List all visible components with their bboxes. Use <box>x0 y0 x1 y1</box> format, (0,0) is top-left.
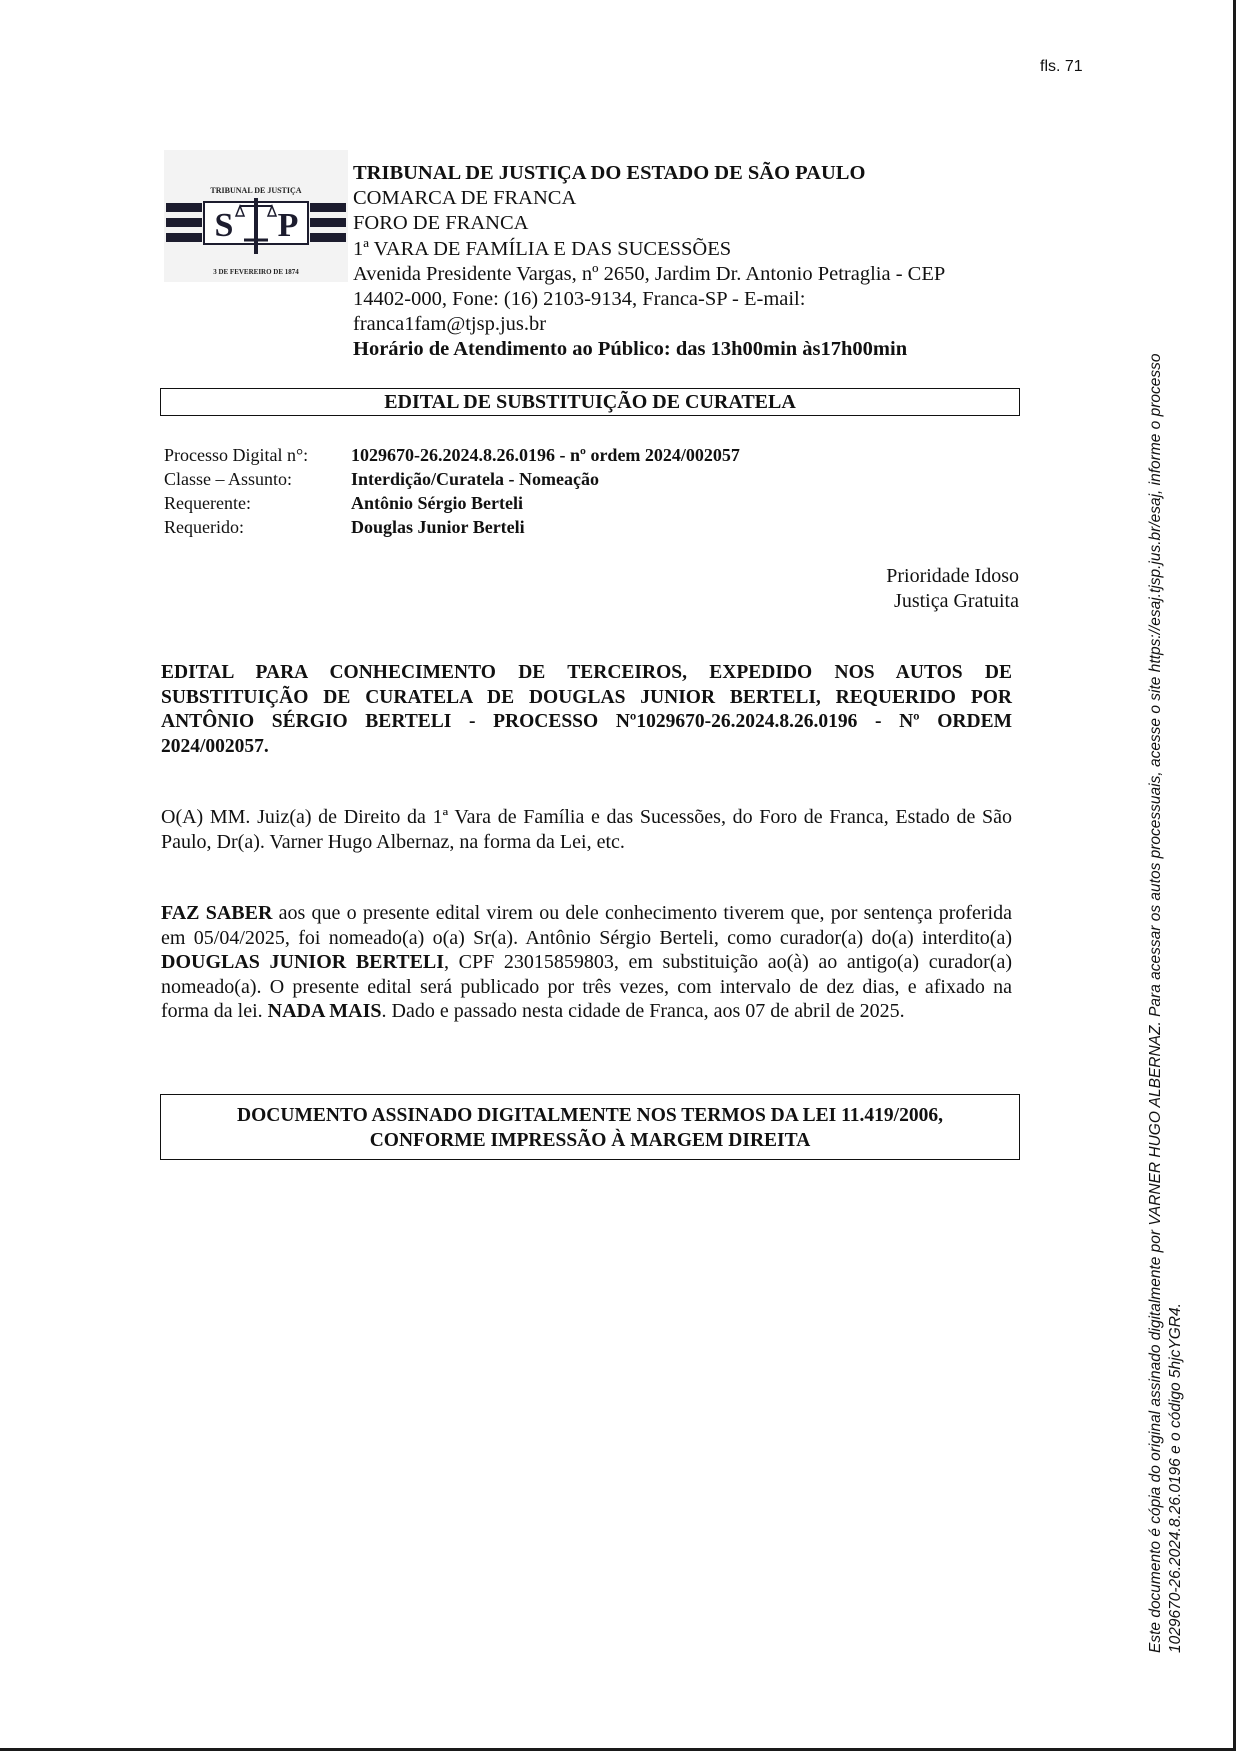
edital-title: EDITAL DE SUBSTITUIÇÃO DE CURATELA <box>160 388 1020 416</box>
priority-flags <box>700 564 1019 613</box>
judge-paragraph: O(A) MM. Juiz(a) de Direito da 1ª Vara de Família e das Sucessões, do Foro de Franca, Estado de São Paulo, Dr(a). Varner Hugo Albernaz, na forma da Lei, etc. <box>161 806 1012 853</box>
field-label: Processo Digital n°: <box>164 445 309 465</box>
address-line-1: Avenida Presidente Vargas, nº 2650, Jardim Dr. Antonio Petraglia - CEP <box>353 262 946 285</box>
faz-saber-text-2: , CPF 23015859803, em substituição ao(à) ao antigo(a) curador(a) nomeado(a). O presente edital será publicado por três vezes, com intervalo de dez dias, e afixado na forma da lei. <box>161 951 1012 1022</box>
field-row <box>164 467 1024 491</box>
faz-saber-text-1: aos que o presente edital virem ou dele conhecimento tiverem que, por sentença proferida em 05/04/2025, foi nomeado(a) o(a) Sr(a). Antônio Sérgio Berteli, como curador(a) do(a) interdito(a) <box>161 902 1012 949</box>
field-value: 1029670-26.2024.8.26.0196 - nº ordem 2024/002057 <box>351 445 740 465</box>
page-number: fls. 71 <box>1040 58 1083 75</box>
address-line-3: franca1fam@tjsp.jus.br <box>353 313 547 336</box>
margin-authentication-note <box>1146 233 1186 1653</box>
logo-bottom-text: 3 DE FEVEREIRO DE 1874 <box>213 268 299 276</box>
vara: 1ª VARA DE FAMÍLIA E DAS SUCESSÕES <box>353 237 732 260</box>
edital-summary: EDITAL PARA CONHECIMENTO DE TERCEIROS, EXPEDIDO NOS AUTOS DE SUBSTITUIÇÃO DE CURATELA DE DOUGLAS JUNIOR BERTELI, REQUERIDO POR ANTÔNIO SÉRGIO BERTELI - PROCESSO Nº1029670-26.2024.8.26.0196 - Nº ORDEM 2024/002057. <box>161 662 1012 757</box>
logo-top-text: TRIBUNAL DE JUSTIÇA <box>210 186 302 195</box>
court-name: TRIBUNAL DE JUSTIÇA DO ESTADO DE SÃO PAULO <box>353 162 866 184</box>
interdito-name: DOUGLAS JUNIOR BERTELI <box>161 951 445 973</box>
case-fields <box>164 443 1024 539</box>
flag-prioridade-idoso: Prioridade Idoso <box>886 565 1019 587</box>
field-value: Interdição/Curatela - Nomeação <box>351 469 599 489</box>
digital-signature-notice <box>160 1094 1020 1160</box>
field-label: Requerido: <box>164 517 244 537</box>
court-header <box>353 161 1053 363</box>
faz-saber-lead: FAZ SABER <box>161 902 273 924</box>
faz-saber-paragraph <box>161 901 1012 1024</box>
side-note-line-2: 1029670-26.2024.8.26.0196 e o código 5hjcYGR4. <box>1167 1303 1184 1653</box>
tjsp-logo <box>164 150 348 282</box>
address-line-2: 14402-000, Fone: (16) 2103-9134, Franca-SP - E-mail: <box>353 288 806 311</box>
flag-justica-gratuita: Justiça Gratuita <box>894 589 1019 612</box>
side-note-line-1: Este documento é cópia do original assinado digitalmente por VARNER HUGO ALBERNAZ. Para acessar os autos processuais, acesse o site https://esaj.tjsp.jus.br/esaj, informe o processo <box>1147 353 1164 1653</box>
field-label: Classe – Assunto: <box>164 469 293 489</box>
faz-saber-text-3: . Dado e passado nesta cidade de Franca, aos 07 de abril de 2025. <box>381 1000 905 1022</box>
office-hours: Horário de Atendimento ao Público: das 13h00min às17h00min <box>353 338 908 361</box>
foro: FORO DE FRANCA <box>353 212 529 235</box>
field-value: Douglas Junior Berteli <box>351 517 525 537</box>
logo-letter-p: P <box>277 207 299 244</box>
field-row <box>164 515 1024 539</box>
signature-notice-line-2: CONFORME IMPRESSÃO À MARGEM DIREITA <box>369 1130 811 1151</box>
field-value: Antônio Sérgio Berteli <box>351 493 523 513</box>
field-label: Requerente: <box>164 493 251 513</box>
nada-mais: NADA MAIS <box>267 1000 382 1022</box>
comarca: COMARCA DE FRANCA <box>353 187 577 210</box>
field-row <box>164 491 1024 515</box>
field-row <box>164 443 1024 467</box>
logo-letter-s: S <box>214 207 234 244</box>
signature-notice-line-1: DOCUMENTO ASSINADO DIGITALMENTE NOS TERMOS DA LEI 11.419/2006, <box>237 1105 943 1126</box>
